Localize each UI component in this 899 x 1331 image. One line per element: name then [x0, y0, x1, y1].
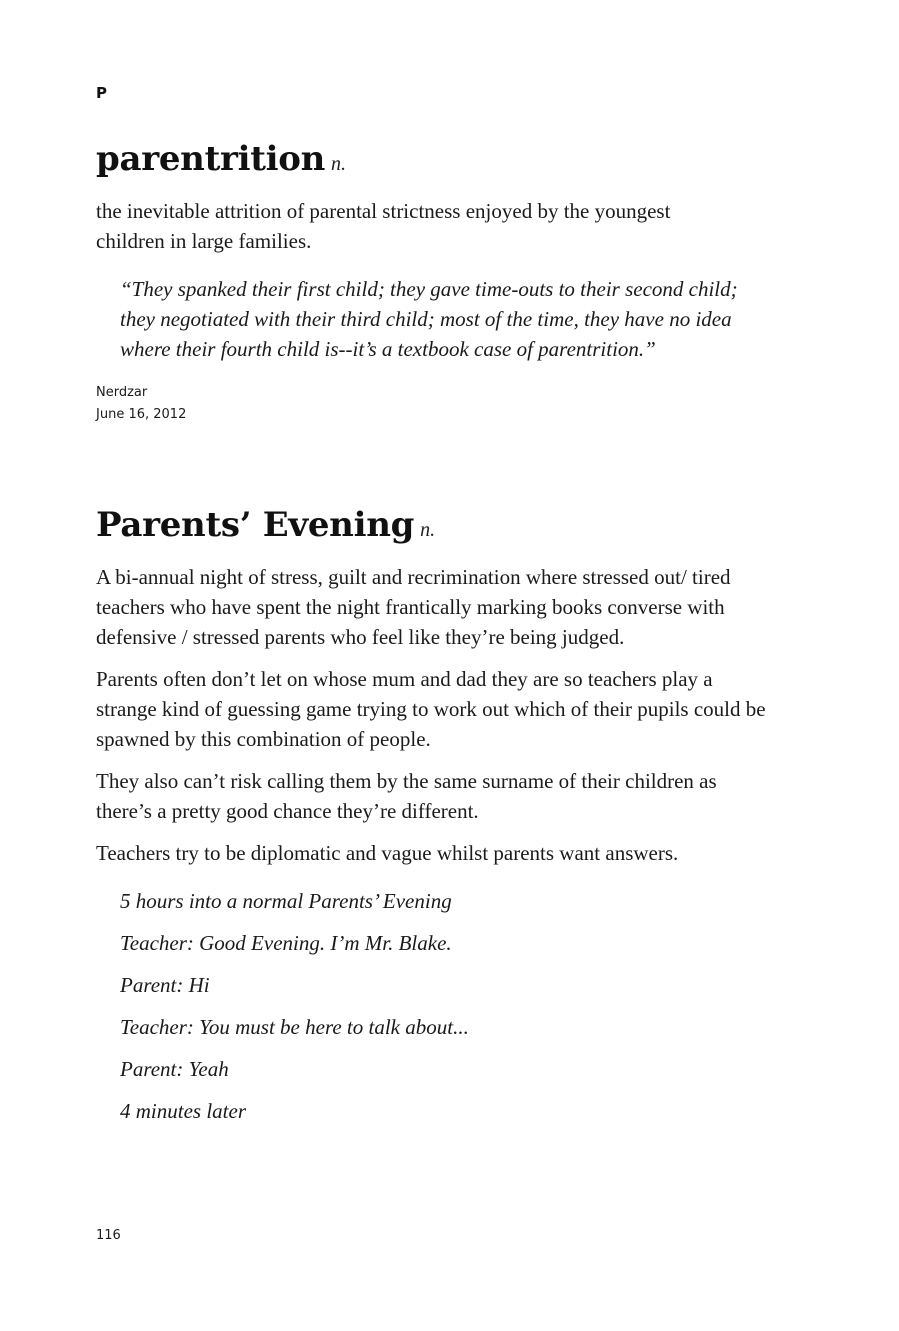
definition: the inevitable attrition of parental strictness enjoyed by the youngest children in large families. — [96, 199, 671, 253]
page-number: 116 — [96, 1228, 121, 1243]
headword: Parents’ Evening — [96, 505, 415, 545]
entry-date: June 16, 2012 — [96, 407, 187, 422]
example-line: Parent: Yeah — [120, 1057, 229, 1081]
part-of-speech: n. — [420, 519, 436, 541]
headword-line — [96, 505, 776, 545]
part-of-speech: n. — [331, 153, 347, 175]
definition-paragraph: Parents often don’t let on whose mum and dad they are so teachers play a strange kind of guessing game trying to work out which of their pupils could be spawned by this combination of people. — [96, 667, 766, 751]
headword: parentrition — [96, 139, 326, 179]
example-line: Parent: Hi — [120, 973, 210, 997]
example-line: Teacher: Good Evening. I’m Mr. Blake. — [120, 931, 452, 955]
example-line: Teacher: You must be here to talk about... — [120, 1015, 469, 1039]
section-letter: P — [96, 84, 107, 102]
entry-parents-evening — [96, 505, 776, 1126]
headword-line — [96, 139, 776, 179]
definition-paragraph: A bi-annual night of stress, guilt and recrimination where stressed out/ tired teachers who have spent the night frantically marking books converse with defensive / stressed parents who feel like they’re being judged. — [96, 565, 731, 649]
entry-author: Nerdzar — [96, 385, 148, 400]
usage-quote: “They spanked their first child; they gave time-outs to their second child; they negotiated with their third child; most of the time, they have no idea where their fourth child is--it’s a textbook case of parentrition.” — [120, 277, 738, 361]
definition-paragraph: Teachers try to be diplomatic and vague whilst parents want answers. — [96, 841, 679, 865]
definition-paragraph: They also can’t risk calling them by the same surname of their children as there’s a pretty good chance they’re different. — [96, 769, 717, 823]
entry-parentrition — [96, 139, 776, 426]
example-line: 5 hours into a normal Parents’ Evening — [120, 889, 452, 913]
example-line: 4 minutes later — [120, 1099, 246, 1123]
